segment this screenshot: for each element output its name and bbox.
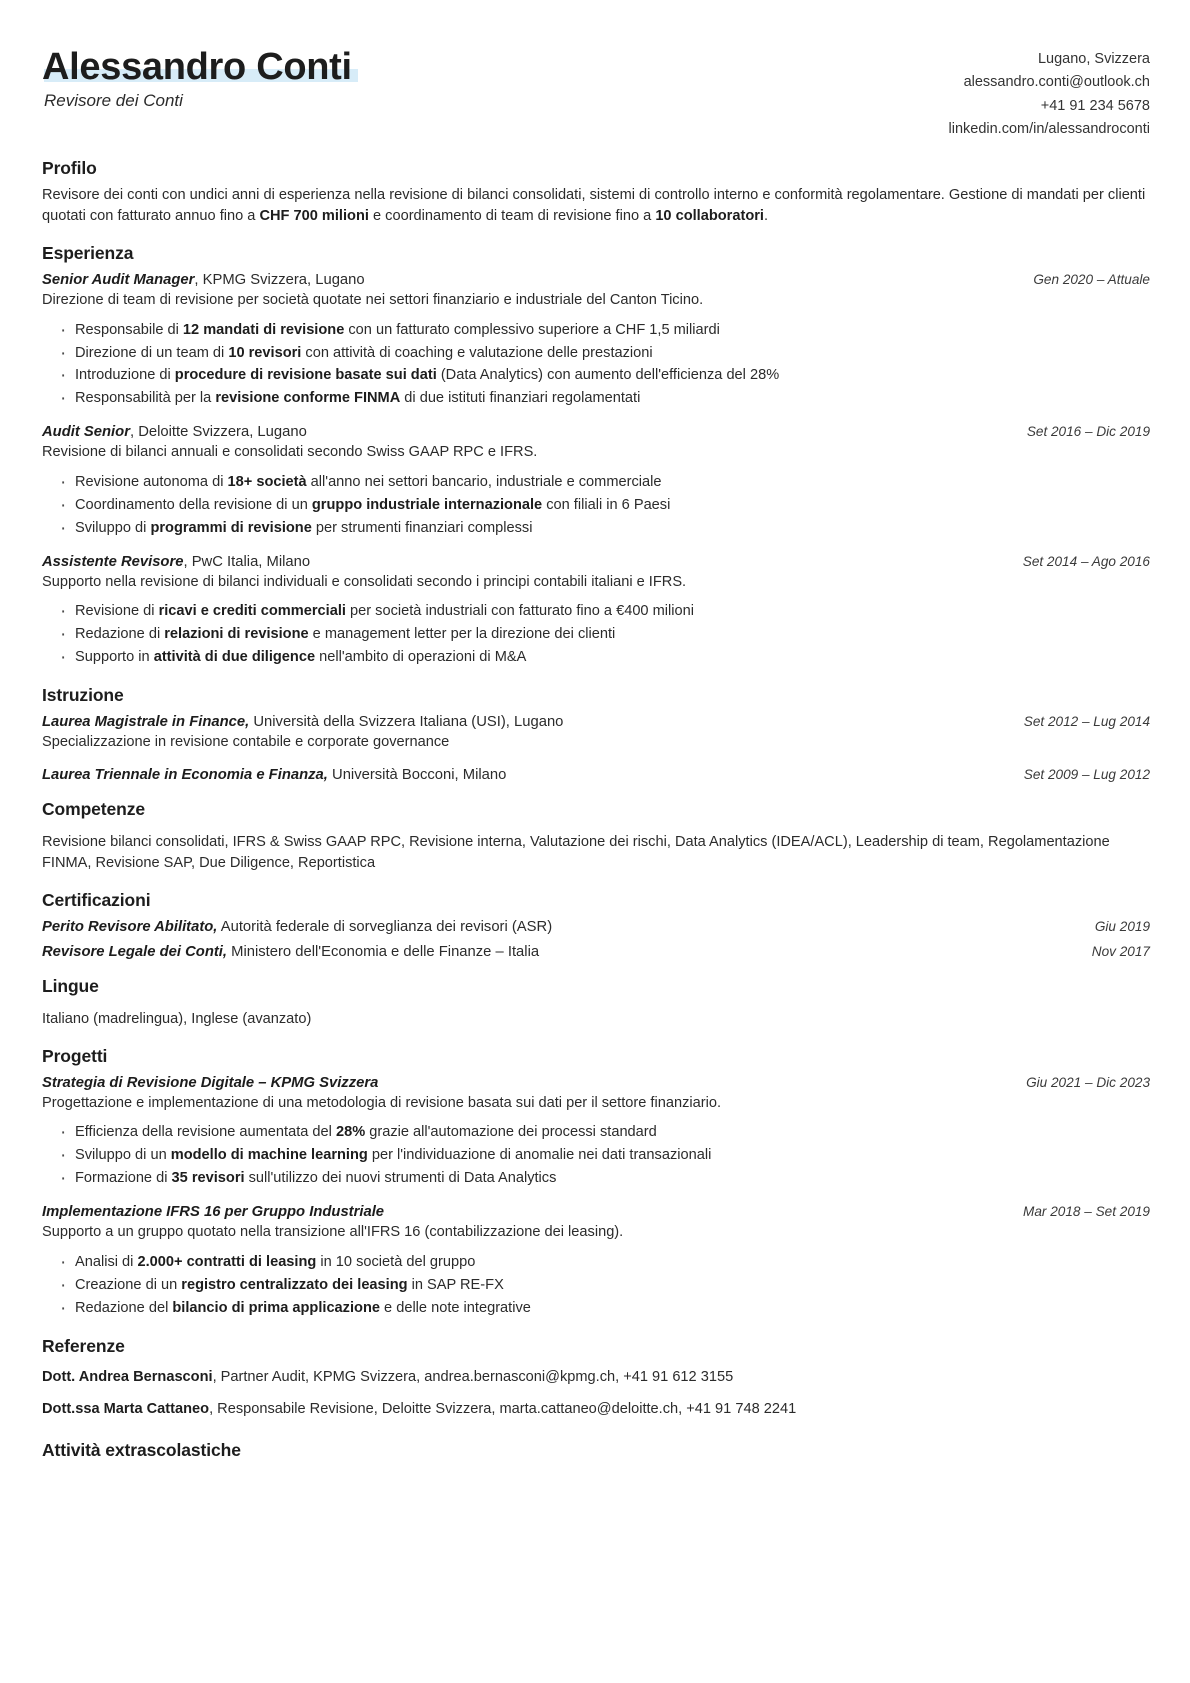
project-name (42, 1204, 384, 1220)
bullet-item: · Sviluppo di un modello di machine learning per l'individuazione di anomalie nei dati transazionali (58, 1145, 1150, 1167)
project-entry (42, 1075, 1150, 1190)
entry-title-rest: , KPMG Svizzera, Lugano (194, 271, 365, 288)
certification-date: Giu 2019 (1094, 918, 1150, 934)
certification-name (42, 919, 552, 935)
entry-header (42, 714, 1150, 730)
section-heading-referenze: Referenze (42, 1335, 125, 1356)
section-certificazioni (42, 890, 1150, 960)
contact-location: Lugano, Svizzera (1037, 51, 1150, 67)
education-entry (42, 767, 1150, 783)
experience-role (42, 554, 310, 570)
bullet-item: · Analisi di 2.000+ contratti di leasing in 10 società del gruppo (58, 1252, 1150, 1274)
entry-title-rest: , Deloitte Svizzera, Lugano (129, 424, 307, 441)
candidate-name: Alessandro Conti (42, 46, 352, 88)
section-heading-lingue: Lingue (42, 975, 99, 996)
project-summary: Progettazione e implementazione di una metodologia di revisione basata sui dati per il settore finanziario. (42, 1094, 722, 1111)
education-date: Set 2009 – Lug 2012 (1023, 766, 1150, 782)
entry-header (42, 272, 1150, 288)
experience-role (42, 272, 365, 288)
bullet-item: · Creazione di un registro centralizzato dei leasing in SAP RE-FX (58, 1275, 1150, 1297)
experience-date: Gen 2020 – Attuale (1033, 271, 1150, 287)
education-summary: Specializzazione in revisione contabile e corporate governance (42, 734, 450, 750)
education-degree (42, 767, 506, 783)
bullet-item: · Efficienza della revisione aumentata del 28% grazie all'automazione dei processi standard (58, 1122, 1150, 1144)
bullet-list (42, 1122, 1150, 1190)
section-heading-progetti: Progetti (42, 1045, 108, 1066)
bullet-item: · Redazione di relazioni di revisione e management letter per la direzione dei clienti (58, 624, 1150, 646)
entry-header (42, 554, 1150, 570)
bullet-list (42, 320, 1150, 411)
bullet-item: · Sviluppo di programmi di revisione per strumenti finanziari complessi (58, 518, 1150, 540)
bullet-item: · Direzione di un team di 10 revisori con attività di coaching e valutazione delle prestazioni (58, 343, 1150, 365)
bullet-list (42, 601, 1150, 669)
section-progetti (42, 1046, 1150, 1320)
experience-entry (42, 424, 1150, 539)
project-summary: Supporto a un gruppo quotato nella transizione all'IFRS 16 (contabilizzazione dei leasing). (42, 1224, 624, 1241)
competenze-list: Revisione bilanci consolidati, IFRS & Swiss GAAP RPC, Revisione interna, Valutazione dei rischi, Data Analytics (IDEA/ACL), Leadership di team, Regolamentazione FINMA, Revisione SAP, Due Diligence, Reportistica (42, 833, 1110, 871)
project-entry (42, 1204, 1150, 1319)
project-name (42, 1075, 378, 1091)
section-profilo (42, 158, 1150, 227)
project-date: Giu 2021 – Dic 2023 (1026, 1074, 1150, 1090)
reference-line: Dott.ssa Marta Cattaneo, Responsabile Revisione, Deloitte Svizzera, marta.cattaneo@deloitte.ch, +41 91 748 2241 (42, 1400, 797, 1417)
education-degree (42, 714, 563, 730)
bullet-list (42, 472, 1150, 540)
resume-header (42, 44, 1150, 142)
section-heading-attivita: Attività extrascolastiche (42, 1439, 241, 1460)
education-entry (42, 714, 1150, 753)
bullet-item: · Revisione autonoma di 18+ società all'anno nei settori bancario, industriale e commerciale (58, 472, 1150, 494)
entry-header (42, 424, 1150, 440)
certification-row (42, 919, 1150, 935)
bullet-item: · Coordinamento della revisione di un gruppo industriale internazionale con filiali in 6 Paesi (58, 495, 1150, 517)
experience-role (42, 424, 307, 440)
page-title (42, 48, 352, 88)
progetti-entries (42, 1075, 1150, 1320)
experience-entry (42, 554, 1150, 669)
experience-summary: Revisione di bilanci annuali e consolidati secondo Swiss GAAP RPC e IFRS. (42, 444, 538, 461)
entry-title-rest: Università Bocconi, Milano (327, 766, 507, 783)
entry-title-strong: Laurea Triennale in Economia e Finanza, (42, 766, 328, 783)
section-competenze (42, 799, 1150, 874)
bullet-item: · Formazione di 35 revisori sull'utilizzo dei nuovi strumenti di Data Analytics (58, 1168, 1150, 1190)
reference-line: Dott. Andrea Bernasconi, Partner Audit, KPMG Svizzera, andrea.bernasconi@kpmg.ch, +41 91 612 3155 (42, 1368, 734, 1385)
entry-title-strong: Implementazione IFRS 16 per Gruppo Industriale (42, 1204, 385, 1221)
entry-title-strong: Assistente Revisore (42, 553, 184, 570)
entry-title-strong: Strategia di Revisione Digitale – KPMG Svizzera (42, 1074, 379, 1091)
entry-title-rest: Università della Svizzera Italiana (USI), Lugano (249, 714, 564, 730)
contact-email[interactable]: alessandro.conti@outlook.ch (963, 74, 1150, 91)
section-attivita (42, 1436, 1150, 1467)
bullet-item: · Responsabilità per la revisione conforme FINMA di due istituti finanziari regolamentati (58, 388, 1150, 410)
entry-title-strong: Laurea Magistrale in Finance, (42, 714, 250, 730)
certification-name-strong: Revisore Legale dei Conti, (42, 943, 228, 960)
section-lingue (42, 976, 1150, 1030)
entry-header (42, 1204, 1150, 1220)
certification-issuer: Ministero dell'Economia e delle Finanze – Italia (227, 943, 540, 960)
bullet-item: · Supporto in attività di due diligence nell'ambito di operazioni di M&A (58, 647, 1150, 669)
entry-header (42, 1075, 1150, 1091)
section-heading-esperienza: Esperienza (42, 242, 134, 263)
bullet-list (42, 1252, 1150, 1320)
reference-name: Dott. Andrea Bernasconi (42, 1368, 213, 1385)
profilo-paragraph: Revisore dei conti con undici anni di esperienza nella revisione di bilanci consolidati, sistemi di controllo interno e conformità regolamentare. Gestione di mandati per clienti quotati con fatturato annuo fino a CHF 700 milioni e coordinamento di team di revisione fino a 10 collaboratori. (42, 186, 1146, 224)
contact-block (949, 44, 1151, 142)
contact-linkedin[interactable]: linkedin.com/in/alessandroconti (948, 121, 1150, 138)
esperienza-entries (42, 272, 1150, 669)
entry-title-rest: , PwC Italia, Milano (183, 553, 311, 570)
experience-summary: Direzione di team di revisione per società quotate nei settori finanziario e industriale del Canton Ticino. (42, 291, 704, 308)
istruzione-entries (42, 714, 1150, 783)
education-date: Set 2012 – Lug 2014 (1023, 714, 1150, 729)
bullet-item: · Introduzione di procedure di revisione basate sui dati (Data Analytics) con aumento dell'efficienza del 28% (58, 365, 1150, 387)
section-esperienza (42, 243, 1150, 669)
bullet-item: · Responsabile di 12 mandati di revisione con un fatturato complessivo superiore a CHF 1,5 miliardi (58, 320, 1150, 342)
contact-phone[interactable]: +41 91 234 5678 (1040, 97, 1150, 114)
certification-row (42, 944, 1150, 960)
section-heading-profilo: Profilo (42, 157, 97, 178)
certification-name-strong: Perito Revisore Abilitato, (42, 918, 218, 935)
experience-date: Set 2014 – Ago 2016 (1022, 553, 1150, 569)
section-heading-certificazioni: Certificazioni (42, 889, 151, 910)
certification-name (42, 944, 539, 960)
bullet-item: · Redazione del bilancio di prima applicazione e delle note integrative (58, 1298, 1150, 1320)
identity-block (42, 44, 352, 111)
lingue-list: Italiano (madrelingua), Inglese (avanzato) (42, 1010, 312, 1027)
certification-issuer: Autorità federale di sorveglianza dei revisori (ASR) (217, 918, 553, 935)
section-heading-istruzione: Istruzione (42, 685, 124, 705)
entry-header (42, 767, 1150, 783)
name-wrapper (42, 48, 352, 88)
experience-date: Set 2016 – Dic 2019 (1026, 424, 1150, 440)
section-referenze (42, 1336, 1150, 1420)
section-istruzione (42, 685, 1150, 783)
certification-date: Nov 2017 (1091, 943, 1150, 959)
entry-title-strong: Audit Senior (42, 424, 130, 441)
experience-summary: Supporto nella revisione di bilanci individuali e consolidati secondo i principi contabili italiani e IFRS. (42, 573, 687, 590)
job-title: Revisore dei Conti (44, 90, 183, 110)
referenze-items (42, 1367, 1150, 1420)
bullet-item: · Revisione di ricavi e crediti commerciali per società industriali con fatturato fino a €400 milioni (58, 601, 1150, 623)
section-heading-competenze: Competenze (42, 798, 146, 819)
entry-title-strong: Senior Audit Manager (42, 271, 195, 288)
experience-entry (42, 272, 1150, 410)
project-date: Mar 2018 – Set 2019 (1023, 1204, 1150, 1220)
certificazioni-items (42, 919, 1150, 960)
reference-name: Dott.ssa Marta Cattaneo (42, 1400, 210, 1417)
